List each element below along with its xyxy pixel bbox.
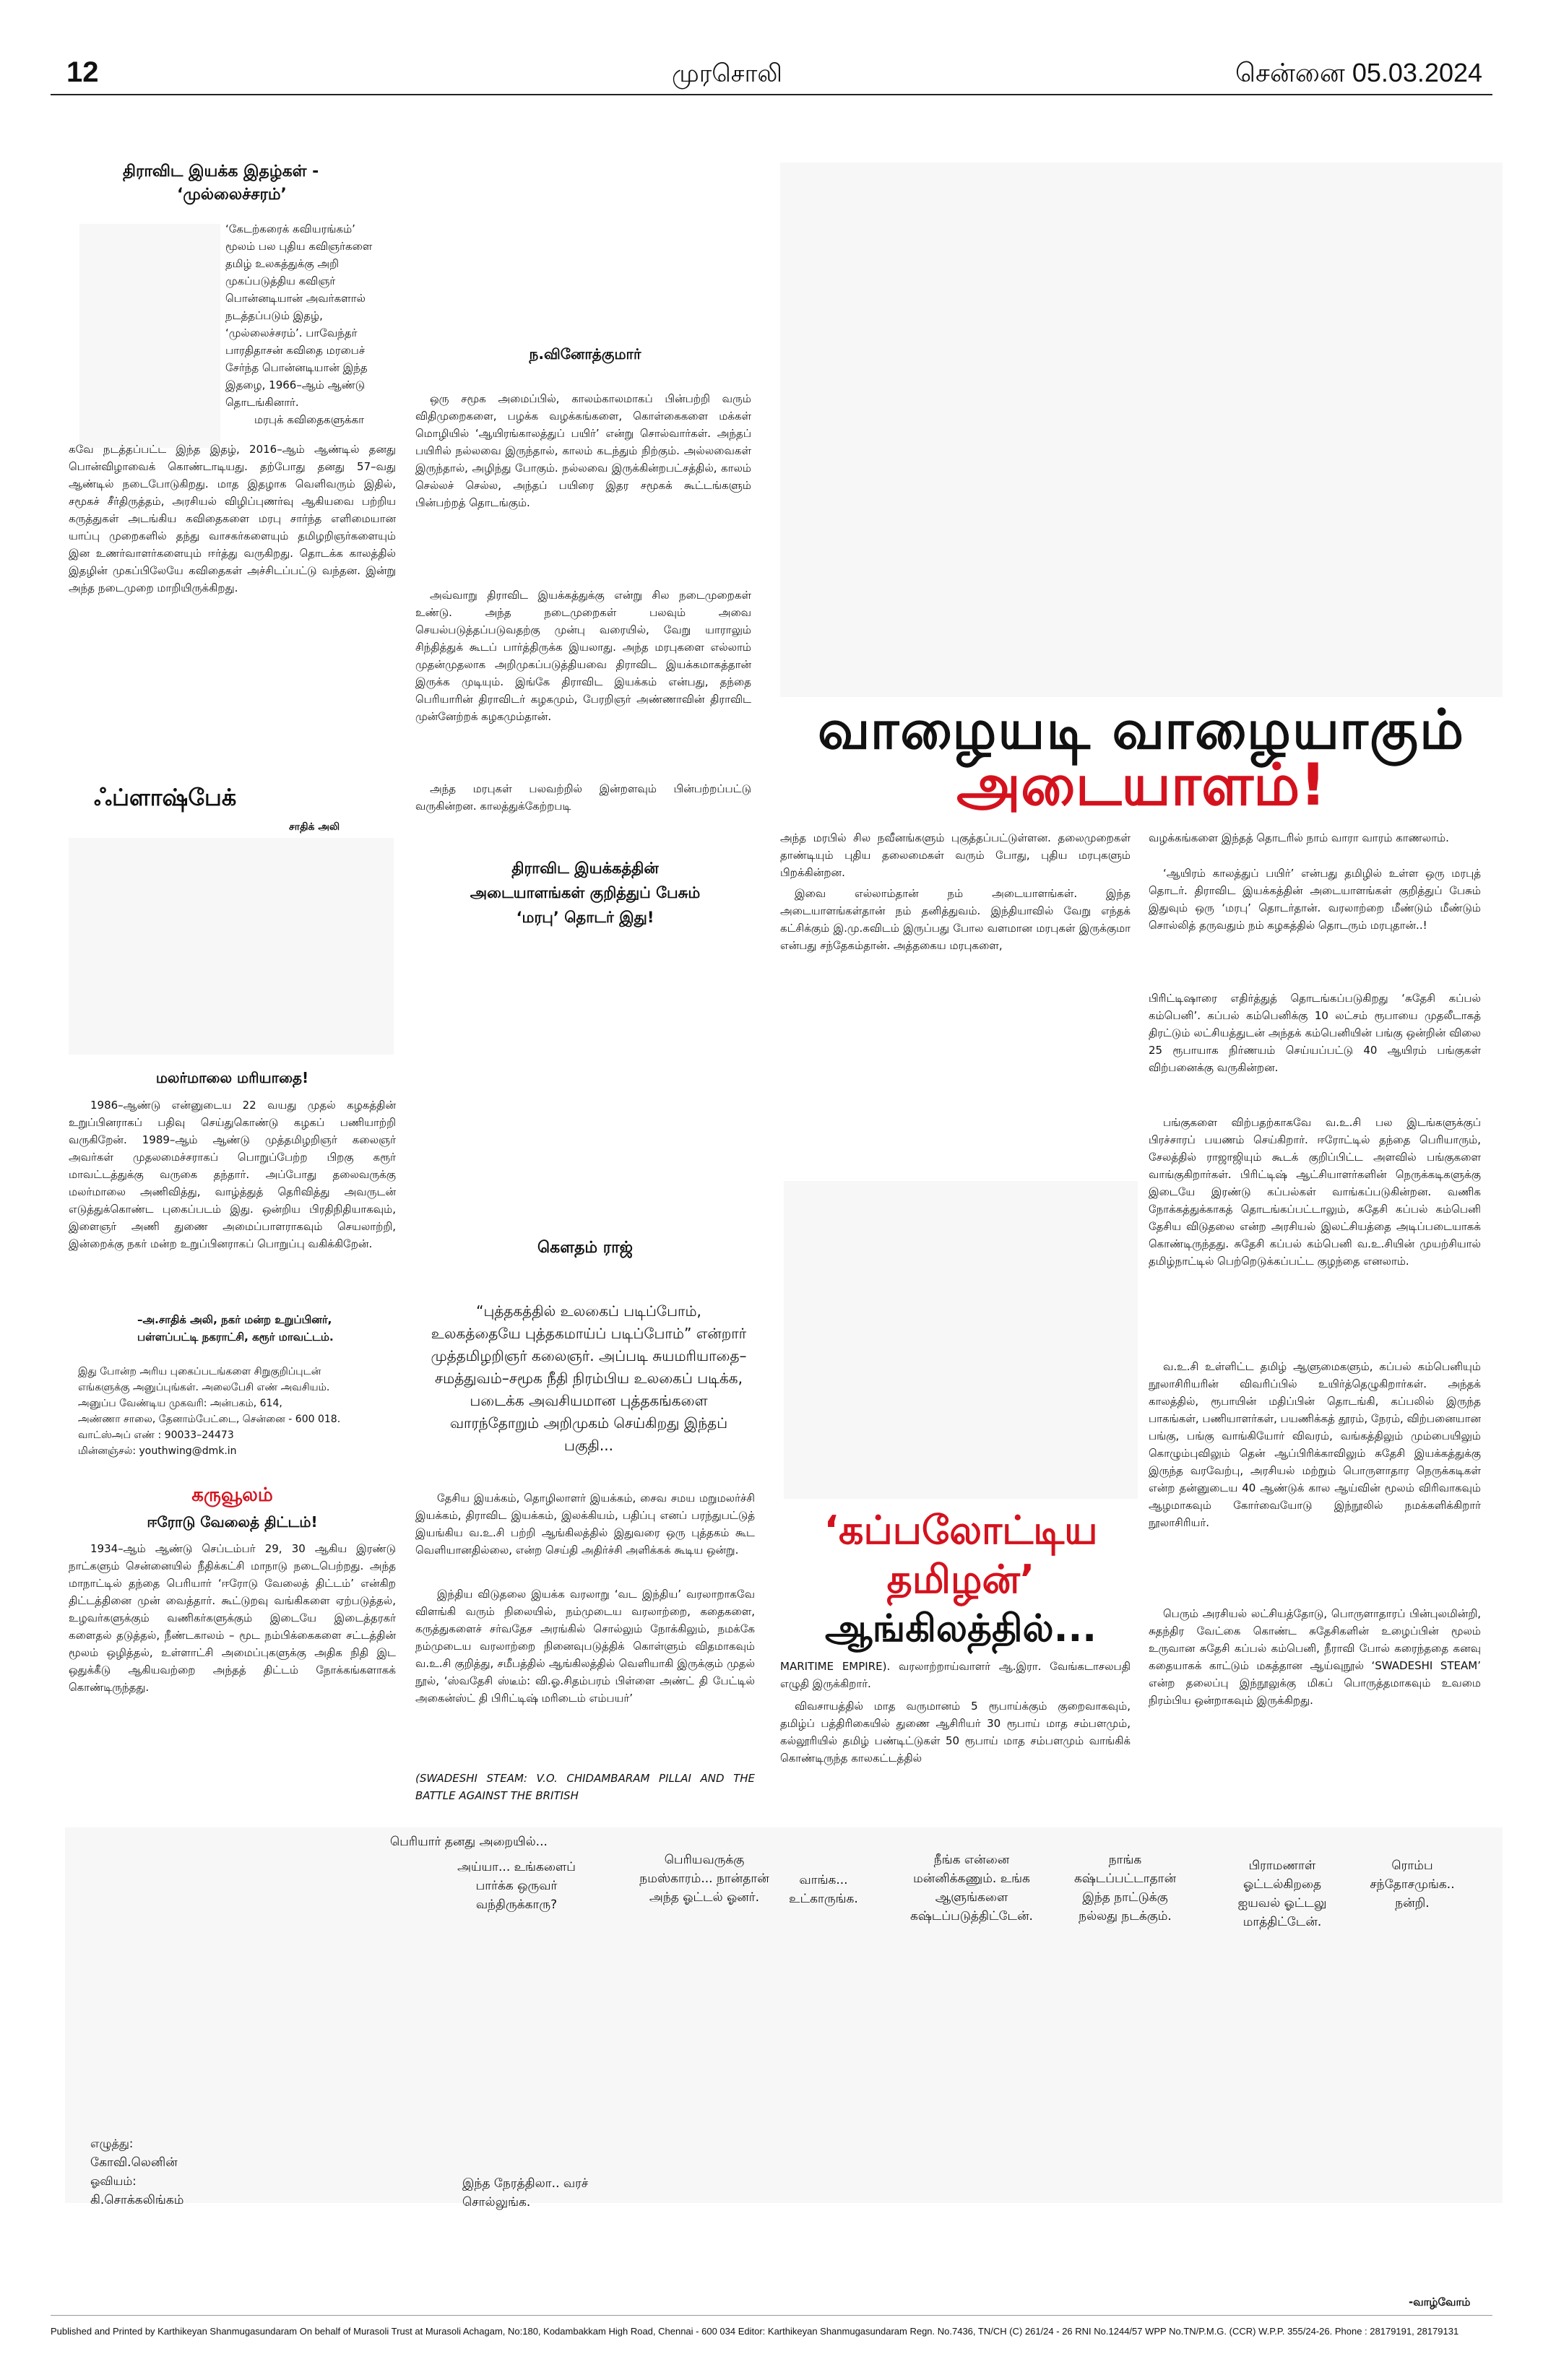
masthead-rule: [51, 94, 1492, 95]
book-para2-english: (SWADESHI STEAM: V.O. CHIDAMBARAM PILLAI AND THE BATTLE AGAINST THE BRITISH: [415, 1772, 755, 1802]
malarmalai-callout: [78, 1364, 396, 1459]
mullai-heading-line2: ‘முல்லைச்சரம்’: [177, 186, 287, 204]
line: பொன்னடியான் அவர்களால்: [225, 292, 366, 305]
continued-marker: -வாழ்வோம்: [1409, 2295, 1471, 2308]
speech-bubble-6: பிராமணாள் ஓட்டல்கிறதை ஐயவல் ஓட்டலு மாத்திட்டேன்.: [1237, 1858, 1327, 1929]
callout-line: எங்களுக்கு அனுப்புங்கள். அலைபேசி எண் அவசியம்.: [78, 1382, 330, 1393]
line: முகப்படுத்திய கவிஞர்: [225, 274, 336, 287]
callout-line: மின்னஞ்சல்: youthwing@dmk.in: [78, 1445, 237, 1457]
mullai-body: கவே நடத்தப்பட்ட இந்த இதழ், 2016–ஆம் ஆண்டில் தனது பொன்விழாவைக் கொண்டாடியது. தற்போது தனது 57–வது ஆண்டில் நடைபோடுகிறது. மாத இதழாக வெளிவரும் இதில், சமூகச் சீர்திருத்தம், அரசியல் விழிப்புணர்வு ஆகியவை பற்றிய கருத்துகள் அடங்கிய கவிதைகளை மரபு சார்ந்த எளிமையான யாப்பு முறைகளில் தந்து வாசகர்களையும் தமிழறிஞர்களையும் இன உணர்வாளர்களையும் ஈர்த்து வருகிறது. தொடக்க காலத்தில் இதழின் முகப்பிலேயே கவிதைகள் அச்சிடப்பட்டு வந்தன. இன்று அந்த நடைமுறை மாறியிருக்கிறது.: [69, 443, 396, 594]
credit-label-artist: ஓவியம்:: [90, 2174, 137, 2188]
book-col3-para2: பங்குகளை விற்பதற்காகவே வ.உ.சி பல இடங்களுக்குப் பிரச்சாரப் பயணம் செய்கிறார். ஈரோட்டில் தந்தை பெரியாரும், சேலத்தில் ராஜாஜியும் கூடக் குறிப்பிட்ட அளவில் பங்குகளை வாங்குகிறார்கள். பிரிட்டிஷ் ஆட்சியாளர்களின் நெருக்கடிகளுக்கு இடையே இரண்டு கப்பல்கள் வாங்கப்படுகின்றன. வணிக நோக்கத்துக்காகத் தொடங்கப்பட்டாலும், சுதேசி கப்பல் கம்பெனி தேசிய விடுதலை என்ற அரசியல் இலட்சியத்தை அடிப்படையாகக் கொண்டிருந்தது. சுதேசி கப்பல் கம்பெனி வ.உ.சியின் முயற்சியால் தமிழ்நாட்டில் பெற்றெடுக்கப்பட்ட குழந்தை எனலாம்.: [1149, 1116, 1481, 1268]
newspaper-name: முரசொலி: [672, 59, 782, 88]
marabu-tagline: [415, 856, 755, 930]
book-col2-para1: MARITIME EMPIRE). வரலாற்றாய்வாளர் ஆ.இரா. வேங்கடாசலபதி எழுதி இருக்கிறார்.: [780, 1660, 1131, 1690]
marabu-banner-illustration: [780, 163, 1503, 697]
line: பாரதிதாசன் கவிதை மரபைச்: [225, 344, 366, 357]
marabu-para2: அவ்வாறு திராவிட இயக்கத்துக்கு என்று சில நடைமுறைகள் உண்டு. அந்த நடைமுறைகள் பலவும் அவை செயல்படுத்தப்படுவதற்கு முன்பு வரையில், வேறு யாராலும் சிந்தித்துக் கூடப் பார்த்திருக்க இயலாது. அந்த மரபுகளை எல்லாம் முதன்முதலாக அறிமுகப்படுத்தியவை திராவிட இயக்கமாகத்தான் இருக்க முடியும். இங்கே திராவிட இயக்கம் என்பது, தந்தை பெரியாரின் திராவிடர் கழகமும், பேரறிஞர் அண்ணாவின் திராவிட முன்னேற்றக் கழகமும்தான்.: [415, 589, 751, 723]
credit-writer: கோவி.லெனின்: [90, 2155, 178, 2170]
kappal-headline-line2: தமிழன்’: [886, 1557, 1035, 1602]
book-col3-para3: வ.உ.சி உள்ளிட்ட தமிழ் ஆளுமைகளும், கப்பல் கம்பெனியும் நூலாசிரியரின் விவரிப்பில் உயிர்த்தெழுகிறார்கள். அந்தக் காலத்தில், ரூபாயின் மதிப்பின் தொடங்கி, கப்பலில் இருந்த பாகங்கள், பணியாளர்கள், பயணிக்கத் தூரம், நேரம், விற்பனையான பங்கு, பங்கு வாங்கியோர் விவரம், வங்கத்திலும் மும்பையிலும் கொழும்புவிலும் தென் ஆப்பிரிக்காவிலும் சுதேசி இயக்கத்துக்கு இருந்த வரவேற்பு, அரசியல் மற்றும் பொருளாதார நெருக்கடிகள் என்ற தன்னுடைய 40 ஆண்டுக் கால ஆய்வின் மூலம் விரிவாகவும் ஆழமாகவும் கோர்வையோடு இந்நூலில் நமக்களிக்கிறார் நூலாசிரியர்.: [1149, 1360, 1481, 1529]
mullai-magazine-cover-image: [79, 224, 220, 448]
flashback-title: ஃப்ளாஷ்பேக்: [94, 784, 237, 811]
line: ‘முல்லைச்சரம்’. பாவேந்தர்: [225, 326, 358, 339]
vaazhai-right-para2: ‘ஆயிரம் காலத்துப் பயிர்’ என்பது தமிழில் உள்ள ஒரு மரபுத் தொடர். திராவிட இயக்கத்தின் அடையாளங்கள் குறித்துப் பேசும் இதுவும் ஒரு ‘மரபு’ தொடர்தான். வரலாற்றை மீண்டும் மீண்டும் சொல்லித் தருவதும் நம் கழகத்தில் தொடரும் மரபுதான்..!: [1149, 867, 1481, 932]
book-cover-portrait: [784, 1181, 1138, 1499]
marabu-para1: ஒரு சமூக அமைப்பில், காலம்காலமாகப் பின்பற்றி வரும் விதிமுறைகளை, பழக்க வழக்கங்களை, கொள்கைகளை மக்கள் மொழியில் ‘ஆயிரங்காலத்துப் பயிர்’ என்று சொல்வார்கள். அந்தப் பயிரில் நல்லவை இருந்தால், காலம் கடந்தும் நிற்கும். அல்லவைகள் இருந்தால், அழிந்து போகும். நல்லவை இருக்கின்றபட்சத்தில், காலம் செல்லச் செல்ல, அந்தப் பயிரை இதர சமூகக் கூட்டங்களும் பின்பற்றத் தொடங்கும்.: [415, 392, 751, 509]
speech-bubble-bottom: இந்த நேரத்திலா.. வரச் சொல்லுங்க.: [462, 2176, 589, 2210]
signature-line2: பள்ளப்பட்டி நகராட்சி, கரூர் மாவட்டம்.: [137, 1330, 334, 1343]
callout-line: இது போன்ற அரிய புகைப்படங்களை சிறுகுறிப்புடன்: [78, 1366, 321, 1377]
speech-bubble-2: பெரியவருக்கு நமஸ்காரம்... நான்தான் அந்த ஓட்டல் ஓனர்.: [639, 1853, 769, 1905]
callout-line: அனுப்ப வேண்டிய முகவரி: அன்பகம், 614,: [78, 1398, 282, 1409]
book-para2: இந்திய விடுதலை இயக்க வரலாறு ‘வட இந்திய’ வரலாறாகவே விளங்கி வரும் நிலையில், நம்முடைய வரலாற்றை, கதைகளை, கருத்துகளைச் சர்வதேச அரங்கில் சொல்லும் நோக்கிலும், நமக்கே நம்முடைய வரலாற்றை நினைவுபடுத்திக் கொள்ளும் விதமாகவும் வ.உ.சி குறித்து, சமீபத்தில் ஆங்கிலத்தில் வெளியாகி இருக்கும் முதல் நூல், ‘ஸ்வதேசி ஸ்டீம்: வி.ஓ.சிதம்பரம் பிள்ளை அண்ட் தி பேட்டில் அகைன்ஸ்ட் தி பிரிட்டிஷ் மரிடைம் எம்பயர்’: [415, 1588, 755, 1705]
karuvulam-title: கருவூலம்: [191, 1484, 273, 1506]
tagline-line1: திராவிட இயக்கத்தின்: [511, 860, 659, 877]
book-para1: தேசிய இயக்கம், தொழிலாளர் இயக்கம், சைவ சமய மறுமலர்ச்சி இயக்கம், திராவிட இயக்கம், இலக்கியம், பதிப்பு எனப் பரந்துபட்டுத் இயங்கிய வ.உ.சி பற்றி ஆங்கிலத்தில் இதுவரை ஒரு புத்தகம் கூட வெளியானதில்லை, என்ற செய்தி அதிர்ச்சி அளிக்கக் கூடிய ஒன்று.: [415, 1492, 755, 1557]
malarmalai-signature: [137, 1311, 397, 1346]
tagline-line3: ‘மரபு’ தொடர் இது!: [516, 909, 654, 926]
date-line: சென்னை 05.03.2024: [1235, 58, 1483, 87]
tagline-line2: அடையாளங்கள் குறித்துப் பேசும்: [470, 884, 701, 901]
line: மரபுக் கவிதைகளுக்கா: [254, 413, 364, 426]
line: இதழை, 1966–ஆம் ஆண்டு: [225, 378, 366, 391]
speech-bubble-4: நீங்க என்னை மன்னிக்கணும். உங்க ஆளுங்களை கஷ்டப்படுத்திட்டேன்.: [910, 1853, 1033, 1924]
speech-bubble-3: வாங்க... உட்காருங்க.: [789, 1873, 858, 1906]
mullai-heading: [123, 160, 361, 207]
marabu-author: ந.வினோத்குமார்: [529, 345, 641, 363]
cartoon-credits: [90, 2134, 183, 2210]
mullai-heading-line1: திராவிட இயக்க இதழ்கள் -: [123, 163, 319, 181]
credit-label-writer: எழுத்து:: [90, 2137, 134, 2150]
kappal-headline-line1: ‘கப்பலோட்டிய: [824, 1507, 1098, 1553]
page-number: 12: [66, 56, 99, 88]
signature-line1: –அ.சாதிக் அலி, நகர் மன்ற உறுப்பினர்,: [137, 1313, 332, 1326]
flashback-byline: சாதிக் அலி: [289, 821, 340, 833]
vaazhai-headline-line1: வாழையடி வாழையாகும்: [817, 697, 1466, 761]
kappal-headline-line3: ஆங்கிலத்தில்...: [825, 1607, 1097, 1650]
vaazhai-mid-para1: அந்த மரபில் சில நவீனங்களும் புகுத்தப்பட்டுள்ளன. தலைமுறைகள் தாண்டியும் புதிய தலைமைகள் வரும் போது, புதிய மரபுகளும் பிறக்கின்றன.: [780, 831, 1131, 879]
cartoon-narration: பெரியார் தனது அறையில்...: [390, 1835, 548, 1849]
footer-imprint: Published and Printed by Karthikeyan Shanmugasundaram On behalf of Murasoli Trust at Murasoli Achagam, No:180, Kodambakkam High Road, Chennai - 600 034 Editor: Karthikeyan Shanmugasundaram Regn. No.7436, TN/CH (C) 261/24 - 26 RNI No.1244/57 WPP No.TN/P.M.G. (CCR) W.P.P. 355/24-26. Phone : 28179191, 28179131: [51, 2326, 1459, 2337]
book-col3-para1: பிரிட்டிஷாரை எதிர்த்துத் தொடங்கப்படுகிறது ‘சுதேசி கப்பல் கம்பெனி’. கப்பல் கம்பெனிக்கு 10 லட்சம் ரூபாயை முதலீடாகத் திரட்டும் லட்சியத்துடன் அந்தக் கம்பெனியின் பங்கு ஒன்றின் விலை 25 ரூபாயாக நிர்ணயம் செய்யப்பட்டு 40 ஆயிரம் பங்குகள் விற்பனைக்கு வருகின்றன.: [1149, 992, 1481, 1074]
vaazhai-right-para1: வழக்கங்களை இந்தத் தொடரில் நாம் வாரா வாரம் காணலாம்.: [1149, 831, 1449, 844]
kappal-headline: [780, 1506, 1141, 1653]
line: ‘கேடற்கரைக் கவியரங்கம்’: [225, 222, 355, 235]
line: சேர்ந்த பொன்னடியான் இந்த: [225, 361, 368, 374]
marabu-para3: அந்த மரபுகள் பலவற்றில் இன்றளவும் பின்பற்றப்பட்டு வருகின்றன. காலத்துக்கேற்றபடி: [415, 782, 751, 813]
speech-bubble-7: ரொம்ப சந்தோசமுங்க.. நன்றி.: [1370, 1858, 1455, 1911]
vaazhai-mid-para2: இவை எல்லாம்தான் நம் அடையாளங்கள். இந்த அடையாளங்கள்தான் நம் தனித்துவம். இந்தியாவில் வேறு எந்தக் கட்சிக்கும் இ.மு.கவிடம் இருப்பது போல வளமான மரபுகள் இருக்குமா என்பது சந்தேகம்தான். அத்தகைய மரபுகளை,: [780, 887, 1131, 952]
book-col2-para2: விவசாயத்தில் மாத வருமானம் 5 ரூபாய்க்கும் குறைவாகவும், தமிழ்ப் பத்திரிகையில் துணை ஆசிரியர் 30 ரூபாய் மாத சம்பளமும், கல்லூரியில் தமிழ் பண்டிட்டுகள் 50 ரூபாய் மாத சம்பளமும் வாங்கிக் கொண்டிருந்த காலகட்டத்தில்: [780, 1700, 1131, 1765]
line: நடத்தப்படும் இதழ்,: [225, 309, 323, 322]
speech-bubble-5: நாங்க கஷ்டப்பட்டாதான் இந்த நாட்டுக்கு நல்லது நடக்கும்.: [1073, 1853, 1177, 1924]
vaazhai-headline-line2: அடையாளம்!: [956, 751, 1326, 818]
mullai-indent-text: [225, 220, 396, 428]
book-col3-para4: பெரும் அரசியல் லட்சியத்தோடு, பொருளாதாரப் பின்புலமின்றி, சுதந்திர வேட்கை கொண்ட சுதேசிகளின் உழைப்பின் மூலம் உருவான சுதேசி கப்பல் கம்பெனி, நீராவி போல் கரைந்ததை கனவு கதையாகக் காட்டும் மகத்தான ஆய்வுநூல் ‘SWADESHI STEAM’ என்ற தலைப்பு இந்நூலுக்கு மிகப் பொருத்தமாகவும் உவமை நிரம்பிய ஒன்றாகவும் இருக்கிறது.: [1149, 1607, 1481, 1707]
credit-artist: கி.சொக்கலிங்கம்: [90, 2193, 184, 2207]
line: மூலம் பல புதிய கவிஞர்களை: [225, 240, 373, 253]
book-author: கௌதம் ராஜ்: [537, 1239, 633, 1257]
line: தமிழ் உலகத்துக்கு அறி: [225, 257, 339, 270]
flashback-photo: [69, 838, 394, 1055]
speech-bubble-1: அய்யா... உங்களைப் பார்க்க ஒருவர் வந்திருக்காரு?: [457, 1860, 576, 1912]
karuvulam-body: 1934–ஆம் ஆண்டு செப்டம்பர் 29, 30 ஆகிய இரண்டு நாட்களும் சென்னையில் நீதிக்கட்சி மாநாடு நடைபெற்றது. அந்த மாநாட்டில் தந்தை பெரியார் ‘ஈரோடு வேலைத் திட்டம்’ என்கிற திட்டத்தினை முன் வைத்தார். கூட்டுறவு வங்கிகளை ஏற்படுத்தல், உழவர்களுக்கும் வணிகர்களுக்கும் இடையே இடைத்தரகர் களைதல் தடுத்தல், நீண்டகாலம் – மூட நம்பிக்கைகளை சட்டத்தின் மூலம் ஒழித்தல், உள்ளாட்சி அமைப்புகளுக்கு அதிக நிதி இட ஒதுக்கீடு ஆகியவற்றை அந்தத் திட்டம் நோக்கங்களாகக் கொண்டிருந்தது.: [69, 1542, 396, 1694]
callout-line: வாட்ஸ்அப் எண் : 90033–24473: [78, 1429, 234, 1441]
malarmalai-title: மலர்மாலை மரியாதை!: [155, 1069, 309, 1086]
line: தொடங்கினார்.: [225, 396, 299, 409]
book-intro: “புத்தகத்தில் உலகைப் படிப்போம், உலகத்தையே புத்தகமாய்ப் படிப்போம்” என்றார் முத்தமிழறிஞர் கலைஞர். அப்படி சுயமரியாதை–சமத்துவம்–சமூக நீதி நிரம்பிய உலகைப் படிக்க, படைக்க அவசியமான புத்தகங்களை வாரந்தோறும் அறிமுகம் செய்கிறது இந்தப் பகுதி...: [431, 1302, 747, 1454]
karuvulam-subtitle: ஈரோடு வேலைத் திட்டம்!: [147, 1513, 318, 1531]
footer-rule: [51, 2315, 1492, 2316]
malarmalai-body: 1986–ஆண்டு என்னுடைய 22 வயது முதல் கழகத்தின் உறுப்பினராகப் பதிவு செய்துகொண்டு கழகப் பணியாற்றி வருகிறேன். 1989–ஆம் ஆண்டு முத்தமிழறிஞர் கலைஞர் அவர்கள் முதலமைச்சராகப் பொறுப்பேற்ற பிறகு கரூர் மாவட்டத்துக்கு வருகை தந்தார். அப்போது தலைவருக்கு மலர்மாலை அணிவித்து, வாழ்த்துத் தெரிவித்து அவருடன் எடுத்துக்கொண்ட புகைப்படம் இது. ஒன்றிய பிரதிநிதியாகவும், இளைஞர் அணி துணை அமைப்பாளராகவும் செயலாற்றி, இன்றைக்கு நகர் மன்ற உறுப்பினராகப் பொறுப்பு வகிக்கிறேன்.: [69, 1099, 396, 1250]
callout-line: அண்ணா சாலை, தேனாம்பேட்டை, சென்னை - 600 018.: [78, 1414, 341, 1425]
